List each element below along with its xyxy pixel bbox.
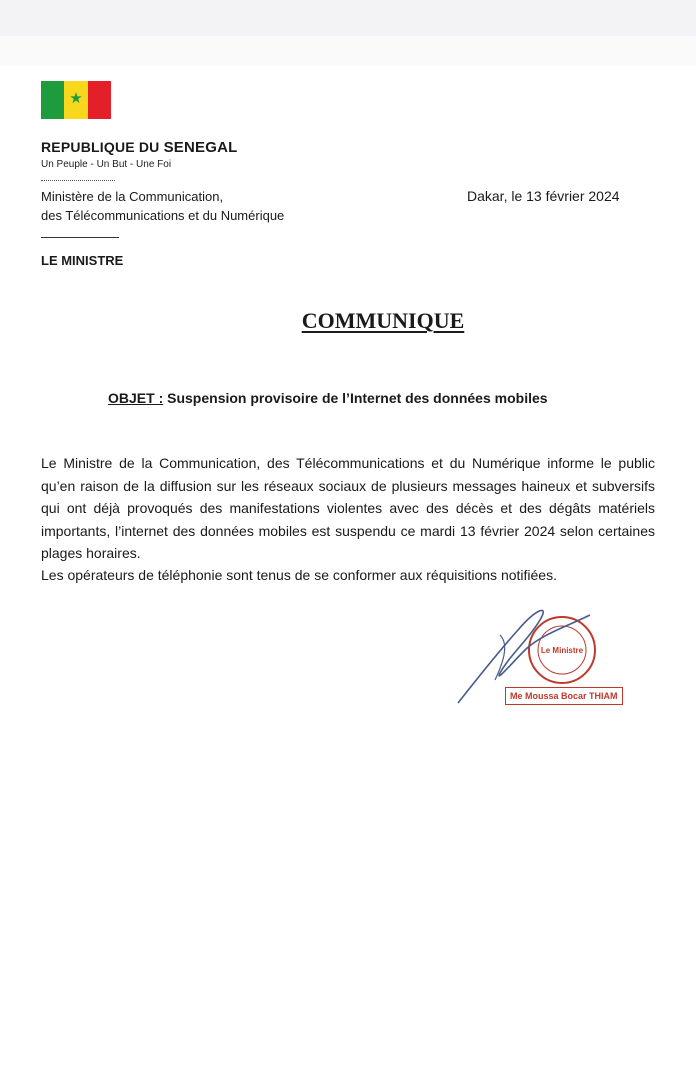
document-date: Dakar, le 13 février 2024 xyxy=(467,188,620,204)
page-title xyxy=(0,308,696,334)
flag-yellow-band xyxy=(64,81,87,119)
star-icon: ★ xyxy=(69,90,83,107)
republic-title xyxy=(41,139,238,156)
ministry-line-1: Ministère de la Communication, xyxy=(41,189,224,204)
subject-text: Suspension provisoire de l’Internet des données mobiles xyxy=(163,390,548,406)
minister-label: LE MINISTRE xyxy=(41,253,124,268)
signatory-name: Me Moussa Bocar THIAM xyxy=(505,687,623,705)
body-paragraph-2: Les opérateurs de téléphonie sont tenus de se conformer aux réquisitions notifiées. xyxy=(41,567,557,583)
flag-green-band xyxy=(41,81,64,119)
title-text: COMMUNIQUE xyxy=(301,308,465,333)
top-bar-shadow xyxy=(0,36,696,66)
body-paragraph-1: Le Ministre de la Communication, des Télécommunications et du Numérique informe le public qu’en raison de la diffusion sur les réseaux sociaux de plusieurs messages haineux et subversifs qui ont déjà provoqués des manifestations violentes avec des décès et des dégâts matériels importants, l’internet des données mobiles est suspendu ce mardi 13 février 2024 selon certaines plages horaires. xyxy=(41,455,655,561)
senegal-flag xyxy=(41,81,111,119)
ministry-line-2: des Télécommunications et du Numérique xyxy=(41,208,285,223)
stamp-text: Le Ministre xyxy=(540,646,584,655)
motto: Un Peuple - Un But - Une Foi xyxy=(41,159,172,170)
republic-country: SENEGAL xyxy=(163,139,238,156)
top-bar xyxy=(0,0,696,36)
subject-line xyxy=(108,390,548,406)
divider xyxy=(41,237,119,238)
dotted-divider xyxy=(41,180,115,181)
republic-prefix: REPUBLIQUE DU xyxy=(41,139,164,155)
flag-red-band xyxy=(88,81,111,119)
subject-label: OBJET : xyxy=(108,390,164,406)
